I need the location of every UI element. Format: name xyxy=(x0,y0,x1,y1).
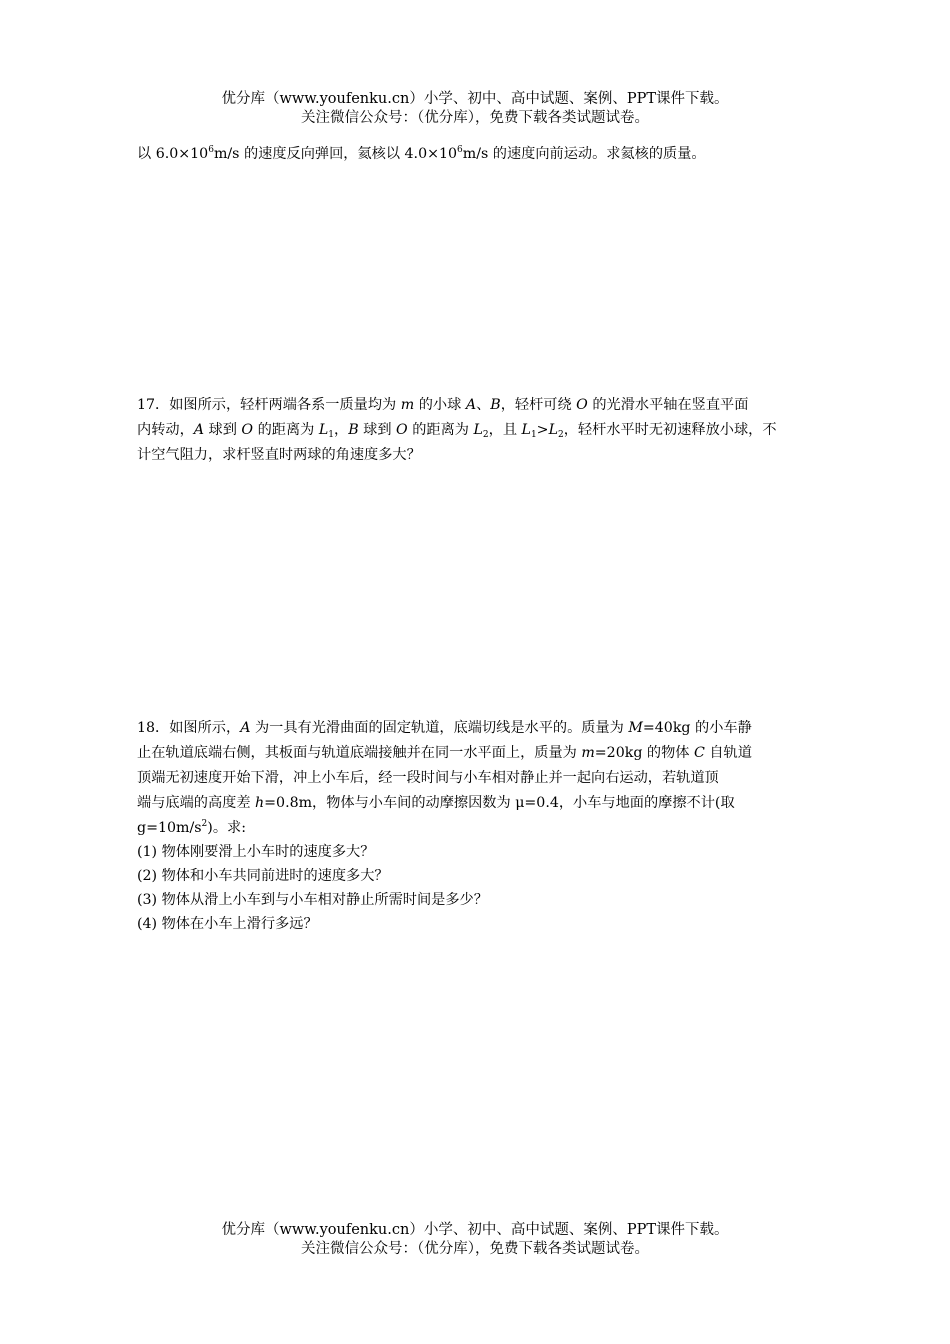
q17-text: 17．如图所示，轻杆两端各系一质量均为 xyxy=(137,397,401,413)
q17-text: 内转动， xyxy=(137,422,194,438)
exponent: 6 xyxy=(208,145,214,155)
var-L: L xyxy=(521,422,531,438)
q17-text: 的小球 xyxy=(414,397,466,413)
q16-text: m/s 的速度反向弹回，氦核以 4.0×10 xyxy=(213,146,458,162)
q18-line-2 xyxy=(137,742,837,762)
q16-text: 以 6.0×10 xyxy=(137,146,209,162)
q17-text: ，且 xyxy=(488,422,522,438)
exponent: 2 xyxy=(201,819,208,829)
footer-line-1: 优分库（www.youfenku.cn）小学、初中、高中试题、案例、PPT课件下载。 xyxy=(221,1222,729,1238)
q18-text: 为一具有光滑曲面的固定轨道，底端切线是水平的。质量为 xyxy=(250,720,629,736)
page-footer xyxy=(0,1221,950,1259)
q18-text: =0.8m，物体与小车间的动摩擦因数为 μ=0.4，小车与地面的摩擦不计(取 xyxy=(264,795,735,811)
q16-tail-line xyxy=(137,143,837,163)
var-h: h xyxy=(255,795,265,811)
q17-text: 的距离为 xyxy=(407,422,474,438)
q17-text: ，轻杆水平时无初速释放小球，不 xyxy=(563,422,777,438)
q17-text: ， xyxy=(334,422,349,438)
var-O: O xyxy=(241,422,254,438)
var-L: L xyxy=(318,422,329,438)
q18-text: )。求: xyxy=(207,820,246,836)
q17-text: ，轻杆可绕 xyxy=(500,397,577,413)
var-L: L xyxy=(548,422,558,438)
var-L: L xyxy=(473,422,483,438)
q17-line-1 xyxy=(137,394,837,414)
subscript: 2 xyxy=(557,430,564,440)
q17-text: > xyxy=(536,422,549,438)
q17-text: 球到 xyxy=(358,422,397,438)
page-header xyxy=(0,90,950,128)
var-m: m xyxy=(400,397,415,413)
q18-subquestion-3: (3) 物体从滑上小车到与小车相对静止所需时间是多少？ xyxy=(137,892,488,908)
var-C: C xyxy=(694,745,705,761)
q17-text: 的距离为 xyxy=(253,422,319,438)
subscript: 2 xyxy=(482,430,489,440)
var-A: A xyxy=(240,720,251,736)
q17-line-3: 计空气阻力，求杆竖直时两球的角速度多大？ xyxy=(137,447,421,463)
q18-subquestion-1: (1) 物体刚要滑上小车时的速度多大？ xyxy=(137,844,375,860)
q18-line-3: 顶端无初速度开始下滑，冲上小车后，经一段时间与小车相对静止并一起向右运动，若轨道顶 xyxy=(137,770,719,786)
q18-text: 18．如图所示， xyxy=(137,720,241,736)
q18-text: g=10m/s xyxy=(137,820,202,836)
q18-line-5 xyxy=(137,817,837,837)
var-A: A xyxy=(193,422,205,438)
var-M: M xyxy=(628,720,643,736)
q17-text: 的光滑水平轴在竖直平面 xyxy=(587,397,749,413)
footer-line-2: 关注微信公众号：（优分库），免费下载各类试题试卷。 xyxy=(301,1241,649,1257)
q18-subquestion-2: (2) 物体和小车共同前进时的速度多大？ xyxy=(137,868,389,884)
subscript: 1 xyxy=(328,430,334,440)
var-B: B xyxy=(490,397,501,413)
q17-text: 、 xyxy=(476,397,491,413)
q18-text: =20kg 的物体 xyxy=(594,745,694,761)
q17-line-2 xyxy=(137,419,837,440)
var-O: O xyxy=(396,422,408,438)
var-A: A xyxy=(465,397,477,413)
q18-text: 止在轨道底端右侧，其板面与轨道底端接触并在同一水平面上，质量为 xyxy=(137,745,582,761)
q16-text: m/s 的速度向前运动。求氦核的质量。 xyxy=(462,146,706,162)
q18-line-4 xyxy=(137,792,837,812)
q17-text: 球到 xyxy=(204,422,242,438)
subscript: 1 xyxy=(530,430,537,440)
var-O: O xyxy=(576,397,588,413)
q18-text: =40kg 的小车静 xyxy=(642,720,752,736)
q18-subquestion-4: (4) 物体在小车上滑行多远？ xyxy=(137,916,318,932)
header-line-2: 关注微信公众号：（优分库），免费下载各类试题试卷。 xyxy=(301,110,649,126)
q18-text: 自轨道 xyxy=(704,745,752,761)
var-B: B xyxy=(348,422,359,438)
header-line-1: 优分库（www.youfenku.cn）小学、初中、高中试题、案例、PPT课件下载。 xyxy=(221,91,729,107)
q18-line-1 xyxy=(137,717,837,737)
var-m: m xyxy=(581,745,595,761)
q18-text: 端与底端的高度差 xyxy=(137,795,256,811)
exponent: 6 xyxy=(457,145,463,155)
